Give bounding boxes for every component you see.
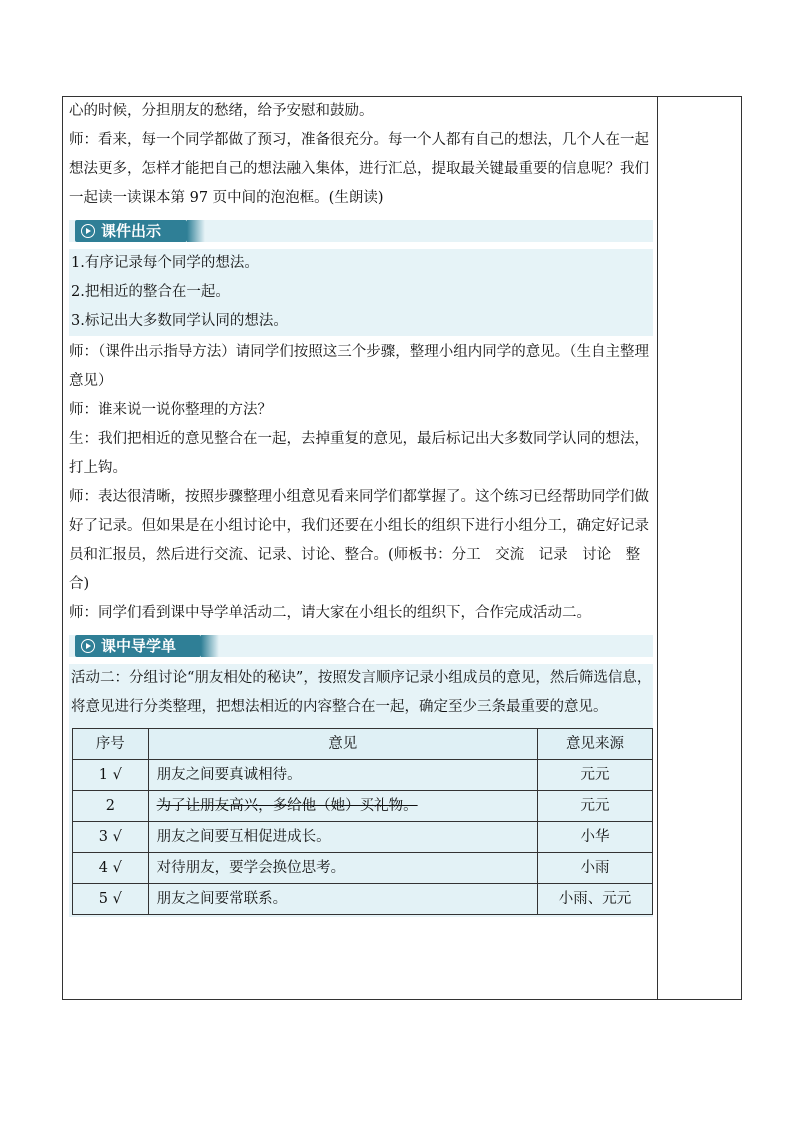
slide-item: 1.有序记录每个同学的想法。 [71,255,259,271]
paragraph: 生：我们把相近的意见整合在一起，去掉重复的意见，最后标记出大多数同学认同的想法，打上钩。 [69,431,649,476]
paragraph: 师：同学们看到课中导学单活动二，请大家在小组长的组织下，合作完成活动二。 [69,605,591,621]
paragraph: 师：（课件出示指导方法）请同学们按照这三个步骤，整理小组内同学的意见。（生自主整理意见） [69,344,649,389]
activity-box [69,664,653,917]
lesson-content [69,97,653,919]
banner-label: 课中导学单 [101,637,177,655]
table-row [73,760,653,791]
cell-no: 2 [73,791,149,822]
cell-opinion: 朋友之间要真诚相待。 [148,760,537,791]
cell-no: 5 √ [73,884,149,915]
cell-no: 4 √ [73,853,149,884]
cell-source: 元元 [537,791,652,822]
paragraph: 师：表达很清晰，按照步骤整理小组意见看来同学们都掌握了。这个练习已经帮助同学们做好了记录。但如果是在小组讨论中，我们还要在小组长的组织下进行小组分工，确定好记录员和汇报员，然后进行交流、记录、讨论、整合。(师板书：分工 交流 记录 讨论 整合) [69,489,649,592]
cell-source: 小雨 [537,853,652,884]
table-row [73,884,653,915]
table-row [73,822,653,853]
paragraph: 心的时候，分担朋友的愁绪，给予安慰和鼓励。 [69,103,374,119]
slide-item: 3.标记出大多数同学认同的想法。 [71,313,288,329]
lesson-table-frame [62,96,742,1000]
cell-source: 元元 [537,760,652,791]
opinion-table [72,728,653,915]
header-source: 意见来源 [537,729,652,760]
section-banner-guide-sheet [69,635,653,657]
header-opinion: 意见 [148,729,537,760]
cell-no: 3 √ [73,822,149,853]
paragraph: 师：看来，每一个同学都做了预习，准备很充分。每一个人都有自己的想法，几个人在一起想法更多，怎样才能把自己的想法融入集体，进行汇总，提取最关键最重要的信息呢？我们一起读一读课本第 97 页中间的泡泡框。(生朗读) [69,132,649,206]
table-header-row [73,729,653,760]
struck-opinion: 为了让朋友高兴，多给他（她）买礼物。 [156,797,418,814]
cell-source: 小华 [537,822,652,853]
paragraph: 师：谁来说一说你整理的方法？ [69,402,272,418]
table-row [73,791,653,822]
column-divider [657,97,658,999]
slide-box [69,249,653,336]
cell-opinion: 朋友之间要常联系。 [148,884,537,915]
banner-fade [187,220,205,242]
cell-source: 小雨、元元 [537,884,652,915]
cell-no: 1 √ [73,760,149,791]
section-banner-courseware [69,220,653,242]
cell-opinion: 对待朋友，要学会换位思考。 [148,853,537,884]
slide-item: 2.把相近的整合在一起。 [71,284,230,300]
play-circle-icon [81,224,95,238]
activity-text: 活动二：分组讨论“朋友相处的秘诀”，按照发言顺序记录小组成员的意见，然后筛选信息，将意见进行分类整理，把想法相近的内容整合在一起，确定至少三条最重要的意见。 [71,670,652,715]
cell-opinion: 朋友之间要互相促进成长。 [148,822,537,853]
table-row [73,853,653,884]
play-circle-icon [81,639,95,653]
cell-opinion [148,791,537,822]
banner-label: 课件出示 [101,222,162,240]
banner-fade [201,635,219,657]
banner-tag [75,220,187,242]
header-no: 序号 [73,729,149,760]
banner-tag [75,635,201,657]
